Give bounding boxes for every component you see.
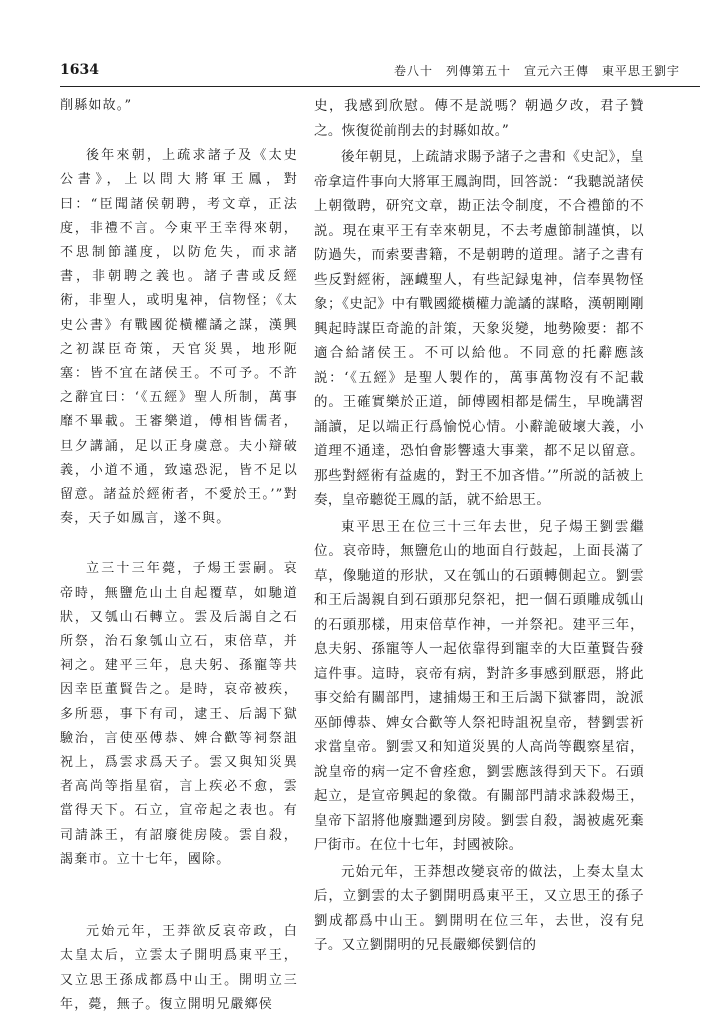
translation-paragraph-2: 後年朝見，上疏請求賜予諸子之書和《史記》，皇帝拿這件事向大將軍王鳳詢問，回答説：“我聽説諸侯上朝徵聘，研究文章，勘正法令制度，不合禮節的不説。現在東平王有幸來朝見，不去考慮節制謹慎，以防過失，而索要書籍，不是朝聘的道理。諸子之書有些反對經術，誣衊聖人，有些記録鬼神，信奉異物怪象；《史記》中有戰國縱橫權力詭譎的謀略，漢朝剛剛興起時謀臣奇詭的計策，天象災變，地勢險要：都不適合給諸侯王。不可以給他。不同意的托辭應該説：‘《五經》是聖人製作的，萬事萬物沒有不記載的。王確實樂於正道，師傅國相都是儒生，早晚講習誦讀，足以端正行爲愉悦心情。小辭詭破壞大義，小道理不通達，恐怕會影響遠大事業，都不足以留意。那些對經術有益處的，對王不加吝惜。’”所説的話被上奏，皇帝聽從王鳳的話，就不給思王。 [314, 149, 644, 508]
translation-paragraph-1: 史，我感到欣慰。傳不是説嗎？朝過夕改，君子贊之。恢復從前削去的封縣如故。” [314, 98, 644, 139]
classical-paragraph-3: 立三十三年薨，子煬王雲嗣。哀帝時，無鹽危山土自起覆草，如馳道狀，又瓠山石轉立。雲及后謁自之石所祭，治石象瓠山立石，束倍草，并祠之。建平三年，息夫躬、孫寵等共因幸臣董賢告之。是時，哀帝被疾，多所惡，事下有司，逮王、后謁下獄驗治，言使巫傅恭、婢合歡等祠祭詛祝上，爲雲求爲天子。雲又與知災異者高尚等指星宿，言上疾必不愈，雲當得天下。石立，宣帝起之表也。有司請誅王，有詔廢徙房陵。雲自殺，謁棄市。立十七年，國除。 [60, 561, 298, 867]
translation-paragraph-3: 東平思王在位三十三年去世，兒子煬王劉雲繼位。哀帝時，無鹽危山的地面自行鼓起，上面長滿了草，像馳道的形狀，又在瓠山的石頭轉側起立。劉雲和王后謁親自到石頭那兒祭祀，把一個石頭雕成瓠山的石頭那樣，用束倍草作神，一并祭祀。建平三年，息夫躬、孫寵等人一起依靠得到寵幸的大臣董賢告發這件事。這時，哀帝有病，對許多事感到厭惡，將此事交給有關部門，逮捕煬王和王后謁下獄審問，說派巫師傅恭、婢女合歡等人祭祀時詛祝皇帝，替劉雲祈求當皇帝。劉雲又和知道災異的人高尚等觀察星宿，說皇帝的病一定不會痊愈，劉雲應該得到天下。石頭起立，是宣帝興起的象徵。有關部門請求誅殺煬王，皇帝下詔將他廢黜遷到房陵。劉雲自殺，謁被處死棄尸街市。在位十七年，封國被除。 [314, 518, 644, 853]
translation-text-column [314, 94, 644, 958]
classical-paragraph-4: 元始元年，王莽欲反哀帝政，白太皇太后，立雲太子開明爲東平王，又立思王孫成都爲中山王。開明立三年，薨，無子。復立開明兄嚴鄉侯 [60, 924, 298, 1012]
header-rule [60, 86, 700, 87]
translation-paragraph-4: 元始元年，王莽想改變哀帝的做法，上奏太皇太后，立劉雲的太子劉開明爲東平王，又立思王的孫子劉成都爲中山王。劉開明在位三年，去世，沒有兒子。又立劉開明的兄長嚴鄉侯劉信的 [314, 863, 644, 953]
classical-text-column [60, 94, 298, 1017]
page-header [60, 62, 680, 82]
page-number: 1634 [60, 62, 99, 78]
running-head: 卷八十 列傳第五十 宣元六王傳 東平思王劉宇 [393, 64, 680, 78]
classical-paragraph-2: 後年來朝，上疏求諸子及《太史公書》，上以問大將軍王鳳，對曰：“臣聞諸侯朝聘，考文章，正法度，非禮不言。今東平王幸得來朝，不思制節謹度，以防危失，而求諸書，非朝聘之義也。諸子書或反經術，非聖人，或明鬼神，信物怪；《太史公書》有戰國從橫權譎之謀，漢興之初謀臣奇策，天官災異，地形阨塞：皆不宜在諸侯王。不可予。不許之辭宜曰：‘《五經》聖人所制，萬事靡不畢載。王審樂道，傅相皆儒者，旦夕講誦，足以正身虞意。夫小辯破義，小道不通，致遠恐泥，皆不足以留意。諸益於經術者，不愛於王。’”對奏，天子如鳳言，遂不與。 [60, 148, 298, 527]
classical-paragraph-1: 削縣如故。” [60, 98, 133, 113]
